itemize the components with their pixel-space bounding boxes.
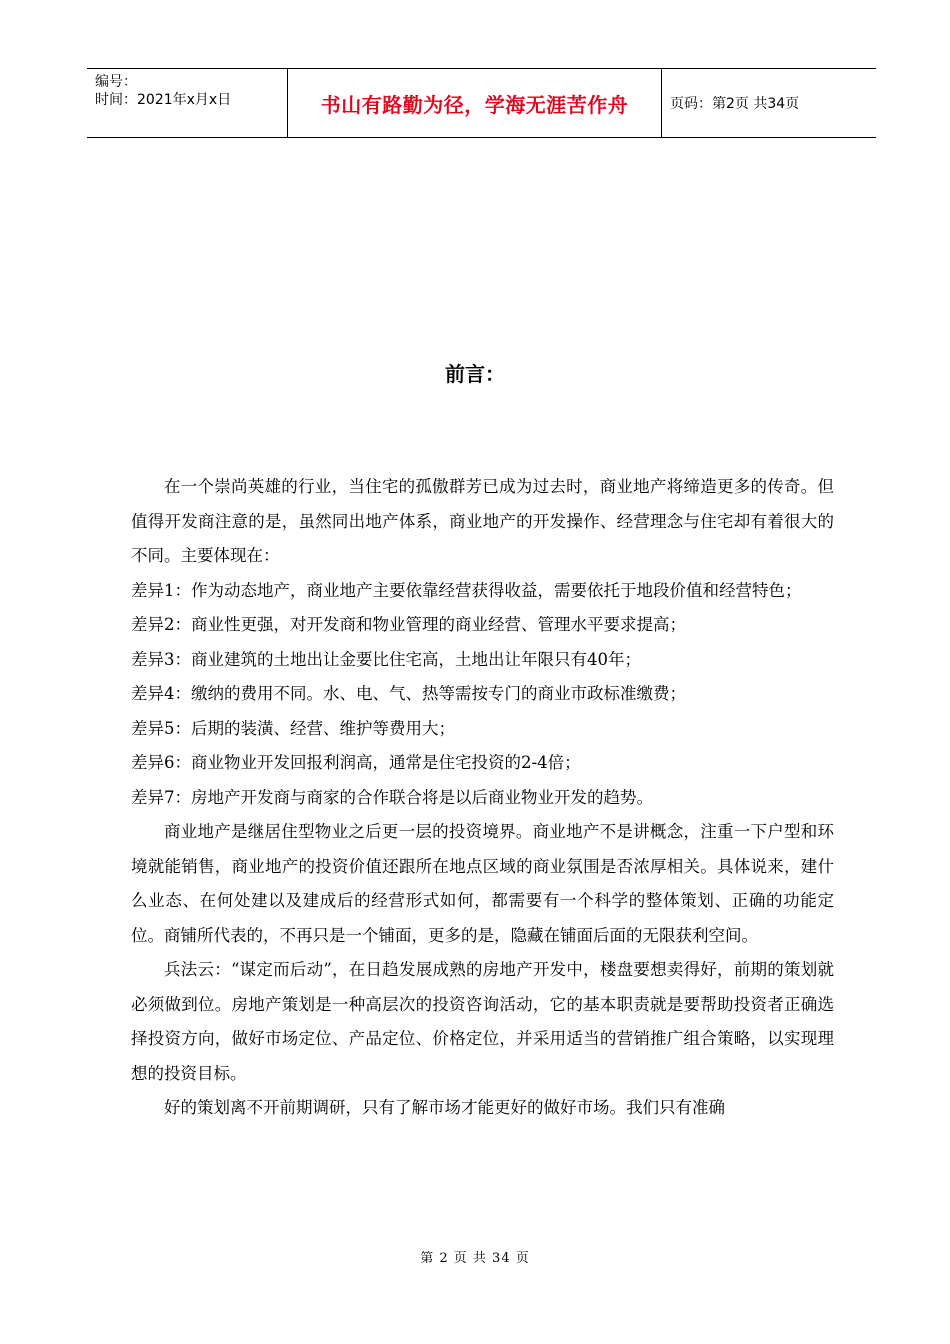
paragraph: 差异5：后期的装潢、经营、维护等费用大； [131,718,455,738]
paragraph: 兵法云：“谋定而后动”，在日趋发展成熟的房地产开发中，楼盘要想卖得好，前期的策划就必须做到位。房地产策划是一种高层次的投资咨询活动，它的基本职责就是要帮助投资者正确选择投资方向，做好市场定位、产品定位、价格定位，并采用适当的营销推广组合策略，以实现理想的投资目标。 [131,960,834,1083]
page-footer: 第 2 页 共 34 页 [420,1251,530,1266]
paragraph: 在一个崇尚英雄的行业，当住宅的孤傲群芳已成为过去时，商业地产将缔造更多的传奇。但值得开发商注意的是，虽然同出地产体系，商业地产的开发操作、经营理念与住宅却有着很大的不同。主要体现在： [131,477,834,565]
header-time: 时间：2021年x月x日 [95,92,232,108]
page-title: 前言： [445,362,505,386]
paragraph: 差异6：商业物业开发回报利润高，通常是住宅投资的2-4倍； [131,753,581,772]
page-header [87,68,876,138]
serial-number: 编号： [95,74,137,90]
paragraph: 差异1：作为动态地产，商业地产主要依靠经营获得收益，需要依托于地段价值和经营特色； [131,580,802,600]
paragraph: 差异3：商业建筑的土地出让金要比住宅高，土地出让年限只有40年； [131,649,641,669]
paragraph: 差异4：缴纳的费用不同。水、电、气、热等需按专门的商业市政标准缴费； [131,684,686,703]
document-body [131,470,834,1126]
paragraph: 差异7：房地产开发商与商家的合作联合将是以后商业物业开发的趋势。 [131,787,653,807]
paragraph: 商业地产是继居住型物业之后更一层的投资境界。商业地产不是讲概念，注重一下户型和环境就能销售，商业地产的投资价值还跟所在地点区域的商业氛围是否浓厚相关。具体说来，建什么业态、在何处建以及建成后的经营形式如何，都需要有一个科学的整体策划、正确的功能定位。商铺所代表的，不再只是一个铺面，更多的是，隐藏在铺面后面的无限获利空间。 [131,822,834,945]
header-motto: 书山有路勤为径，学海无涯苦作舟 [320,92,629,117]
paragraph: 差异2：商业性更强，对开发商和物业管理的商业经营、管理水平要求提高； [131,615,686,634]
header-meta [87,69,287,137]
paragraph: 好的策划离不开前期调研，只有了解市场才能更好的做好市场。我们只有准确 [164,1098,725,1117]
header-page-info: 页码：第2页 共34页 [670,96,800,112]
